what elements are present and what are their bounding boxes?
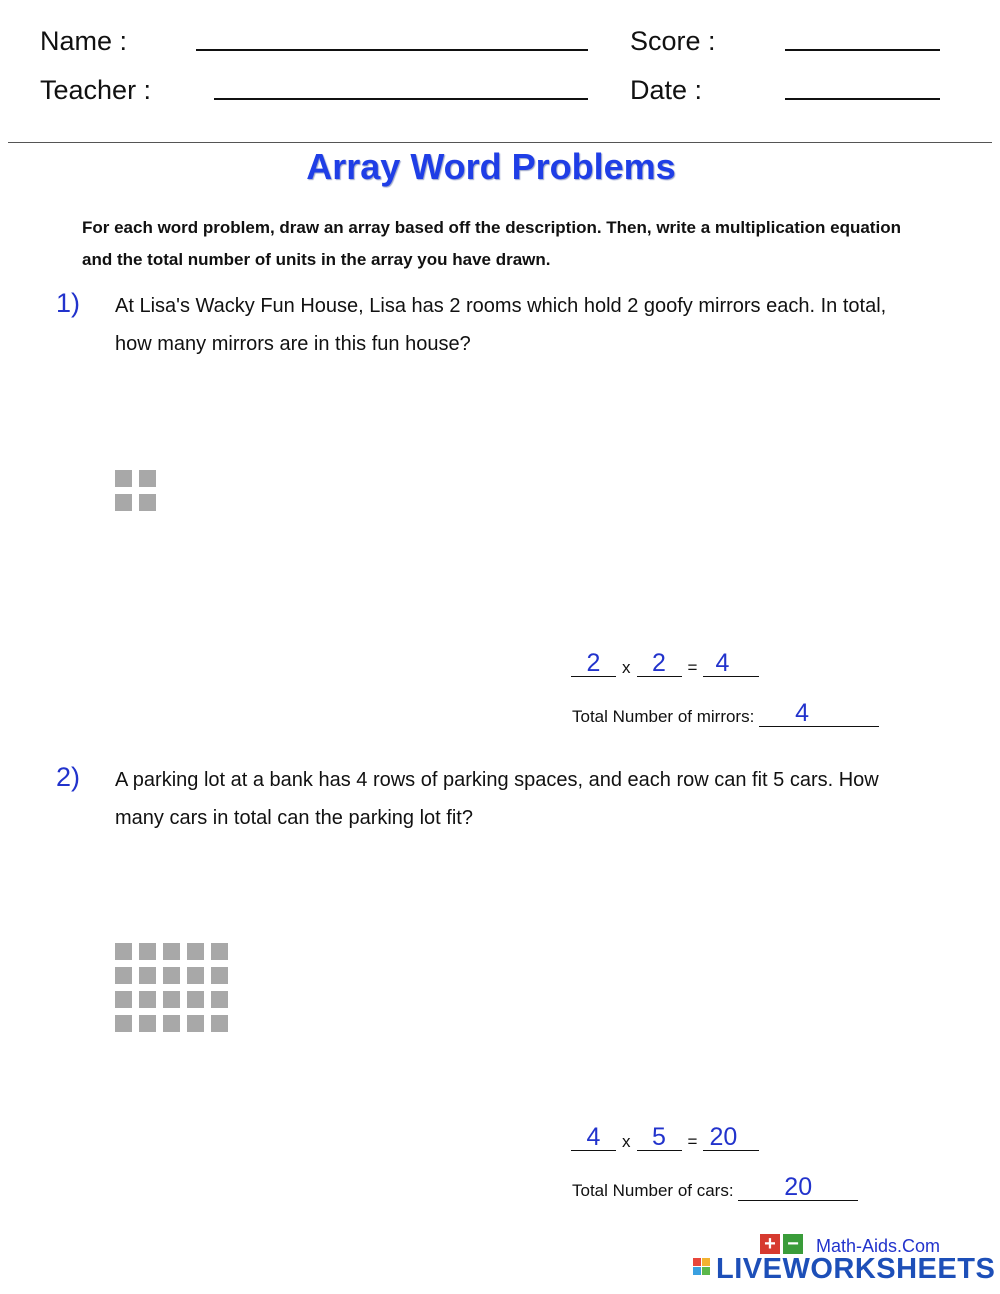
problem-2-total-field[interactable] (738, 1173, 858, 1201)
problem-1-array (115, 470, 156, 511)
array-cell (139, 991, 156, 1008)
minus-icon: − (783, 1234, 803, 1254)
array-cell (115, 943, 132, 960)
problem-2-result: 20 (709, 1123, 738, 1151)
array-cell (139, 494, 156, 511)
array-cell (163, 1015, 180, 1032)
plus-icon: + (760, 1234, 780, 1254)
array-cell (139, 470, 156, 487)
problem-2-equation (571, 1123, 759, 1151)
array-cell (211, 991, 228, 1008)
array-cell (139, 1015, 156, 1032)
array-cell (163, 991, 180, 1008)
array-cell (187, 991, 204, 1008)
array-cell (115, 991, 132, 1008)
name-label: Name : (40, 26, 128, 56)
problem-2-factor-a: 4 (586, 1123, 601, 1151)
problem-1-factor-b-field[interactable] (637, 649, 682, 677)
instructions: For each word problem, draw an array based off the description. Then, write a multiplication equation and the total number of units in the array you have drawn. (82, 218, 901, 269)
date-label: Date : (630, 75, 703, 105)
array-cell (211, 967, 228, 984)
array-cell (187, 1015, 204, 1032)
problem-1-result-field[interactable] (703, 649, 759, 677)
math-aids-logo (760, 1234, 803, 1254)
array-cell (115, 967, 132, 984)
problem-1-equation (571, 649, 759, 677)
array-cell (139, 967, 156, 984)
array-cell (187, 967, 204, 984)
times-sign: x (622, 658, 631, 677)
array-cell (163, 943, 180, 960)
problem-1-total-row (572, 699, 879, 727)
times-sign: x (622, 1132, 631, 1151)
problem-2-total-answer: 20 (784, 1173, 813, 1201)
problem-2-factor-a-field[interactable] (571, 1123, 616, 1151)
teacher-field[interactable] (214, 98, 588, 100)
problem-1-factor-a-field[interactable] (571, 649, 616, 677)
equals-sign: = (687, 1132, 698, 1151)
array-cell (187, 943, 204, 960)
name-field[interactable] (196, 49, 588, 51)
problem-1-total-label: Total Number of mirrors: (572, 707, 755, 726)
liveworksheets-brand: LIVEWORKSHEETS (716, 1253, 996, 1285)
array-cell (211, 1015, 228, 1032)
problem-1-total-answer: 4 (795, 699, 809, 727)
problem-2-number: 2) (56, 762, 81, 792)
problem-2-result-field[interactable] (703, 1123, 759, 1151)
page-title: Array Word Problems (306, 146, 676, 187)
problem-2-array (115, 943, 228, 1032)
problem-2-factor-b: 5 (652, 1123, 666, 1151)
equals-sign: = (687, 658, 698, 677)
date-field[interactable] (785, 98, 940, 100)
problem-2-total-row (572, 1173, 858, 1201)
score-label: Score : (630, 26, 716, 56)
problem-2-text: A parking lot at a bank has 4 rows of parking spaces, and each row can fit 5 cars. How many cars in total can the parking lot fit? (115, 769, 879, 829)
problem-2-factor-b-field[interactable] (637, 1123, 682, 1151)
problem-1-factor-a: 2 (586, 649, 601, 677)
array-cell (115, 1015, 132, 1032)
problem-1-factor-b: 2 (652, 649, 666, 677)
array-cell (211, 943, 228, 960)
problem-1-number: 1) (56, 288, 81, 318)
header-divider (8, 142, 992, 143)
footer-site: Math-Aids.Com (816, 1236, 941, 1256)
array-cell (163, 967, 180, 984)
problem-2-total-label: Total Number of cars: (572, 1181, 734, 1200)
problem-1-result: 4 (715, 649, 730, 677)
array-cell (115, 470, 132, 487)
array-cell (139, 943, 156, 960)
liveworksheets-icon (693, 1258, 711, 1275)
teacher-label: Teacher : (40, 75, 152, 105)
problem-1-text: At Lisa's Wacky Fun House, Lisa has 2 rooms which hold 2 goofy mirrors each. In total, how many mirrors are in this fun house? (115, 295, 887, 355)
array-cell (115, 494, 132, 511)
score-field[interactable] (785, 49, 940, 51)
problem-1-total-field[interactable] (759, 699, 879, 727)
